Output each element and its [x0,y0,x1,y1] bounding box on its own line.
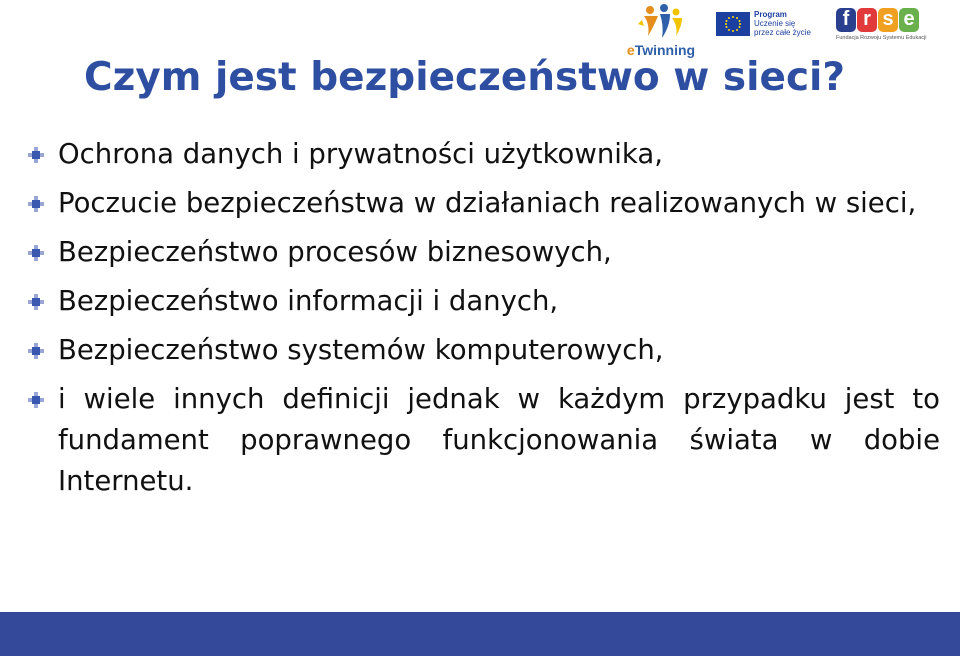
eu-program-text [754,10,826,37]
bullet-text: Poczucie bezpieczeństwa w działaniach realizowanych w sieci, [58,187,917,219]
bullet-text: Ochrona danych i prywatności użytkownika, [58,138,663,170]
bullet-text: Bezpieczeństwo procesów biznesowych, [58,236,612,268]
frse-letter-r: r [857,8,877,32]
bullet-item [28,330,940,371]
bullet-text: i wiele innych definicji jednak w każdym przypadku jest to fundament poprawnego funkcjonowania świata w dobie Internetu. [58,383,940,497]
frse-subtitle: Fundacja Rozwoju Systemu Edukacji [836,35,927,41]
bullet-icon [28,196,44,212]
bullet-text: Bezpieczeństwo systemów komputerowych, [58,334,664,366]
bullet-item [28,232,940,273]
footer-bar [0,612,960,656]
eu-program-line-1: Program [754,10,787,19]
bullet-item [28,379,940,502]
eu-program-line-3: przez całe życie [754,28,811,37]
etwinning-wordmark: eTwinning [626,42,696,58]
frse-letter-s: s [878,8,898,32]
etwinning-figures-icon [620,2,702,42]
bullet-icon [28,245,44,261]
slide-title: Czym jest bezpieczeństwo w sieci? [84,55,846,100]
eu-program-logo [716,10,826,40]
bullet-icon [28,392,44,408]
frse-letters [836,8,932,32]
eu-flag-icon [716,12,750,36]
bullet-icon [28,294,44,310]
eu-program-line-2: Uczenie się [754,19,796,28]
frse-letter-f: f [836,8,856,32]
frse-letter-e: e [899,8,919,32]
bullet-icon [28,147,44,163]
bullet-item [28,183,940,224]
bullet-item [28,281,940,322]
bullet-icon [28,343,44,359]
bullet-item [28,134,940,175]
bullet-list [28,134,940,510]
frse-logo [836,8,932,48]
bullet-text: Bezpieczeństwo informacji i danych, [58,285,559,317]
